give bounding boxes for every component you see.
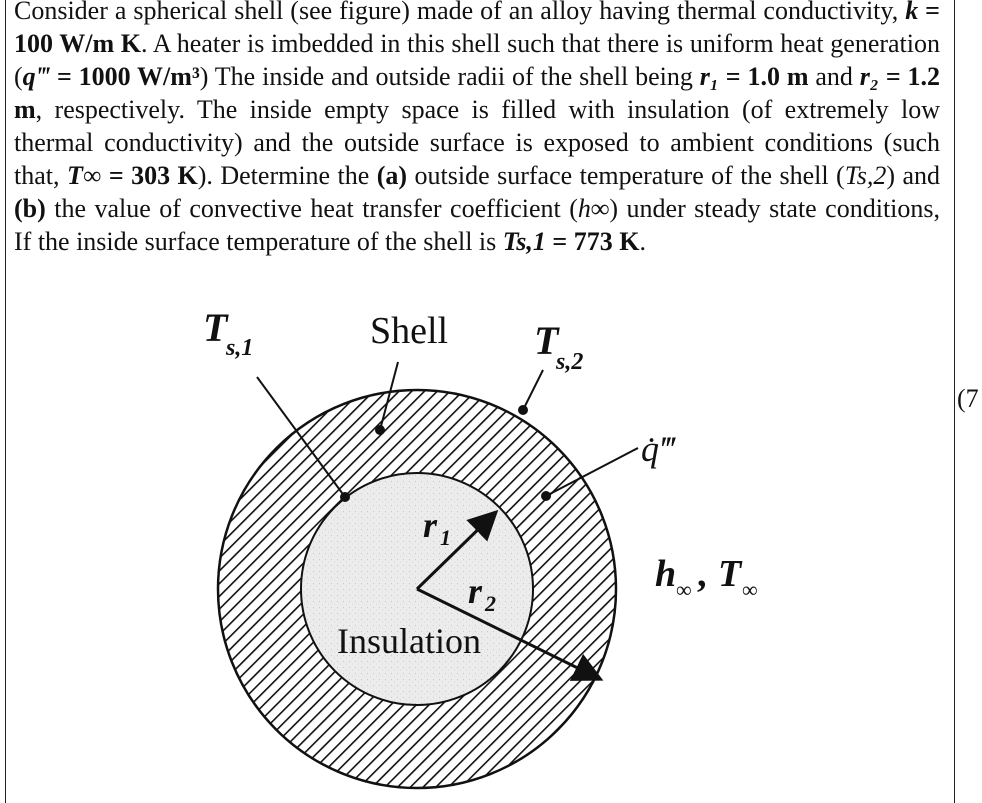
part-a-label: (a) — [376, 161, 408, 190]
qdot-marker-dot — [541, 491, 551, 501]
ts1-label-sub: s,1 — [226, 335, 254, 361]
part-b-label: (b) — [14, 194, 46, 223]
q-symbol: q‴ — [22, 62, 51, 91]
ts1-value: = 773 K — [552, 227, 640, 256]
text-segment: ) and — [886, 161, 941, 190]
insulation-label: Insulation — [337, 621, 481, 661]
r2-value: = 1.2 m — [14, 62, 941, 124]
r1-label-main: r — [423, 505, 438, 545]
t-label-main: T — [718, 553, 742, 595]
ts1-label-main: T — [203, 305, 228, 350]
shell-label: Shell — [370, 310, 449, 352]
h-label-main: h — [655, 553, 677, 595]
ts2-label-main: T — [534, 318, 559, 363]
r2-label-main: r — [468, 571, 483, 611]
text-segment: outside surface temperature of the shell ( — [414, 161, 845, 190]
r2-label-sub: 2 — [485, 591, 496, 616]
ts2-label-sub: s,2 — [556, 349, 584, 375]
r2-symbol: r₂ — [859, 62, 879, 91]
hinf-symbol: h∞ — [577, 194, 610, 223]
ts2-symbol: Ts,2 — [844, 161, 887, 190]
shell-marker-dot — [375, 425, 385, 435]
ts1-symbol: Ts,1 — [502, 227, 546, 256]
tinf-value: = 303 K — [108, 161, 198, 190]
text-segment: ) under steady state conditions, If the inside surface temperature of the shell is — [14, 194, 941, 256]
ts1-marker-dot — [340, 492, 350, 502]
ts2-marker-dot — [518, 405, 528, 415]
text-segment: . — [639, 227, 646, 256]
comma-label: , — [697, 553, 707, 595]
t-label-sub: ∞ — [742, 577, 758, 602]
r1-symbol: r₁ — [699, 62, 719, 91]
qdot-label: q̇‴ — [641, 429, 675, 469]
tinf-symbol: T∞ — [66, 161, 102, 190]
text-segment: ) The inside and outside radii of the shell being — [199, 62, 693, 91]
text-segment: the value of convective heat transfer coefficient ( — [54, 194, 578, 223]
text-segment: and — [815, 62, 853, 91]
text-segment: . A heater is imbedded in this shell such that there is uniform heat generation ( — [14, 29, 941, 91]
h-label-sub: ∞ — [676, 577, 692, 602]
marks-label: (7 — [957, 384, 979, 413]
k-value: = 100 W/m K — [14, 0, 940, 58]
text-segment: Consider a spherical shell (see figure) made of an alloy having thermal conductivity, — [14, 0, 899, 25]
r1-label-sub: 1 — [440, 525, 451, 550]
ts2-leader-line — [523, 370, 543, 410]
text-segment: , respectively. The inside empty space is filled with insulation (of extremely low thermal conductivity) and the outside surface is exposed to ambient conditions (such that, — [14, 95, 940, 190]
text-segment: ). Determine the — [197, 161, 370, 190]
r1-value: = 1.0 m — [725, 62, 809, 91]
q-value: = 1000 W/m³ — [56, 62, 200, 91]
k-symbol: k — [905, 0, 919, 25]
